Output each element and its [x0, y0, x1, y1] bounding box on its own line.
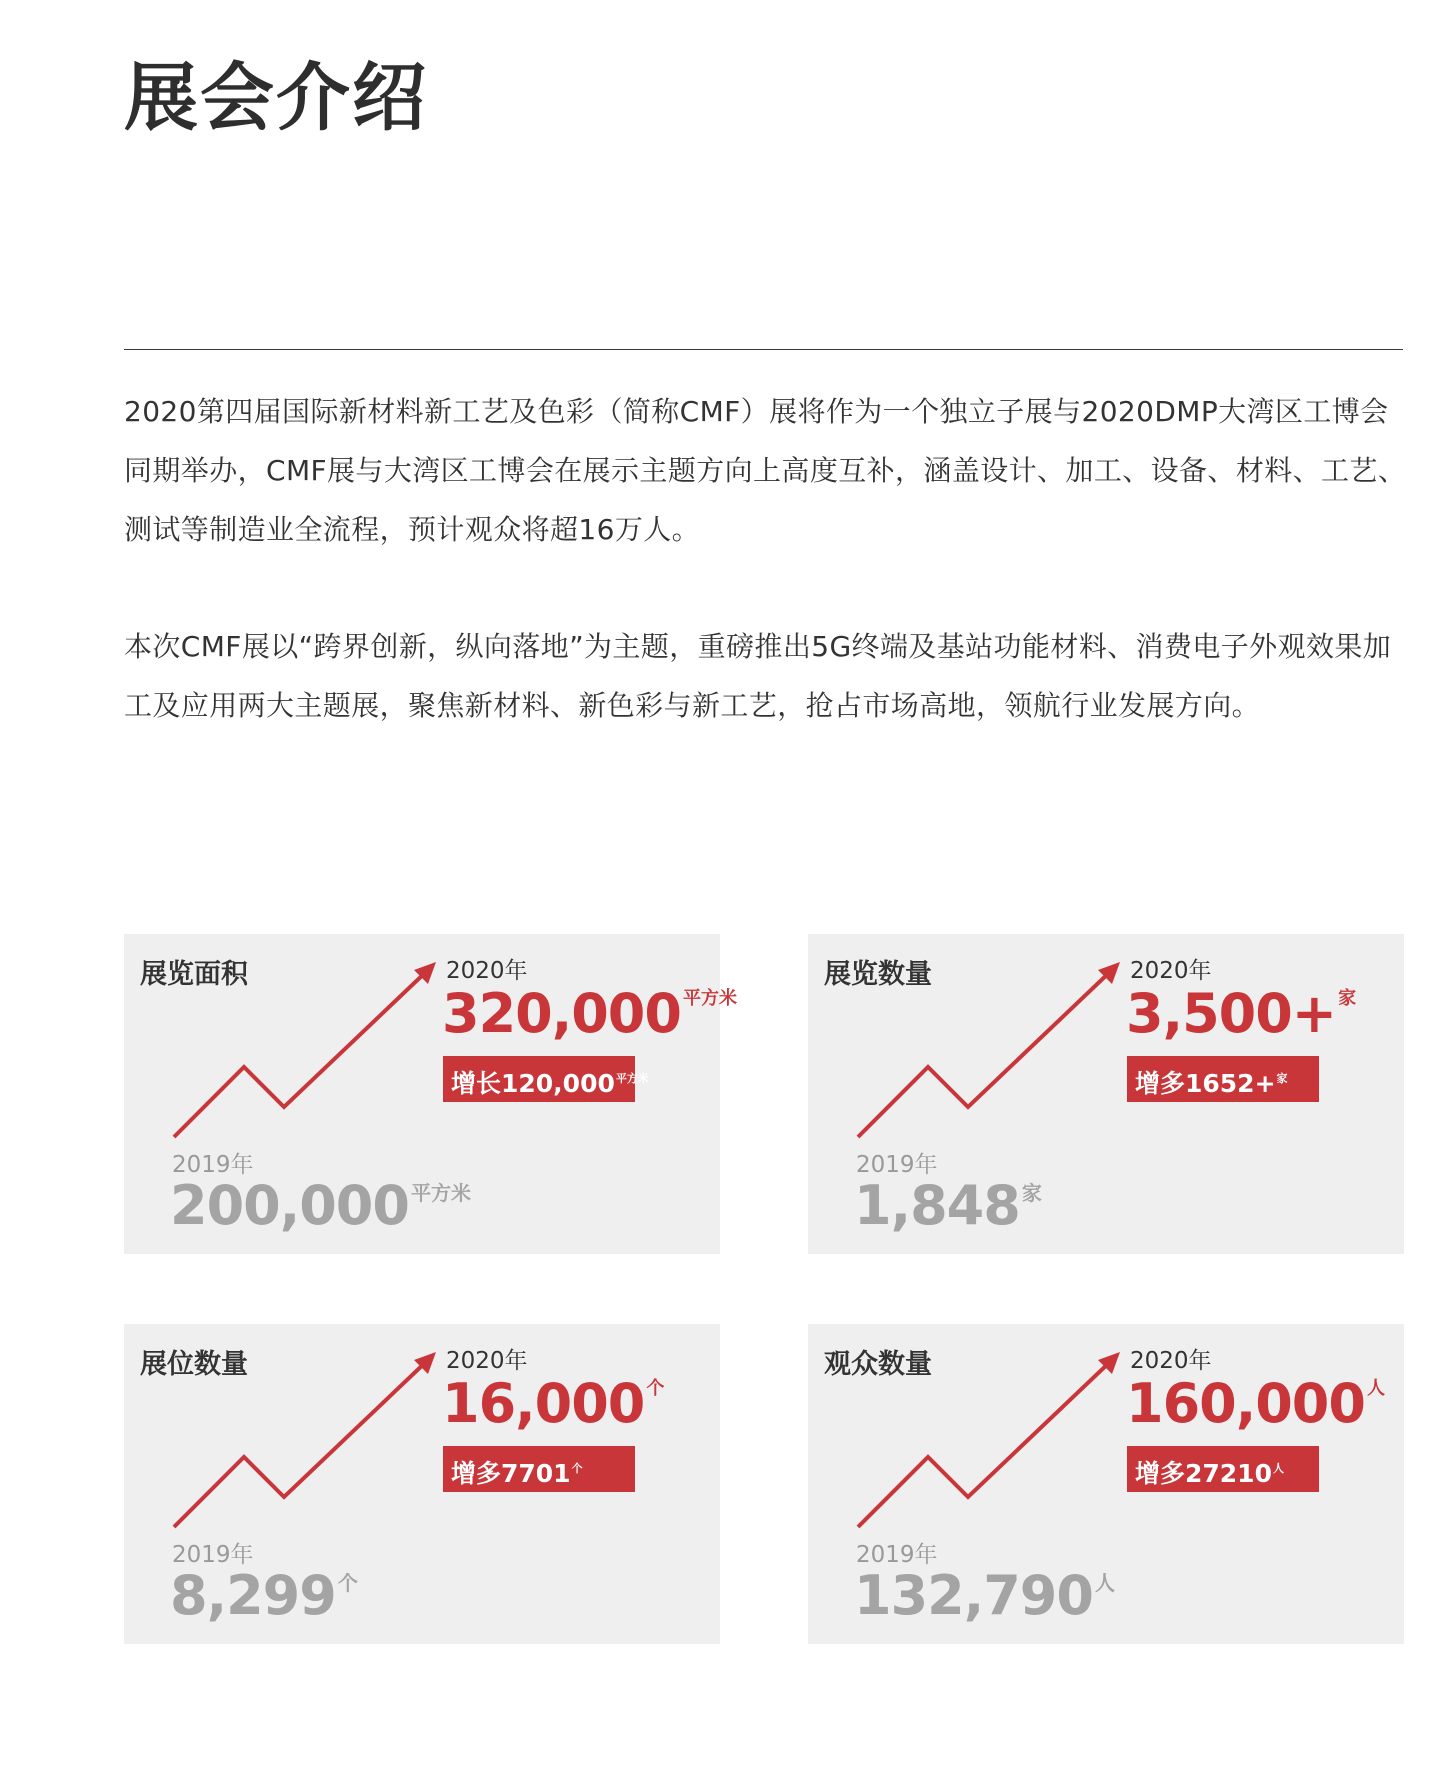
year-2019-label: 2019年: [172, 1152, 254, 1178]
stat-card-exhibition-area: [124, 934, 737, 1254]
value-2019-unit: 个: [337, 1571, 358, 1595]
value-2019-unit: 平方米: [410, 1181, 471, 1205]
value-2020-unit: 家: [1338, 988, 1357, 1009]
value-2020-unit: 平方米: [682, 988, 737, 1009]
value-2019-unit: 家: [1021, 1181, 1042, 1205]
growth-badge: 增多1652+$^家$: [1127, 1056, 1319, 1102]
growth-badge: 增长$120,000^{平方米}$: [443, 1056, 635, 1102]
growth-unit: 个: [571, 1462, 583, 1475]
value-2020-unit: 人: [1366, 1378, 1385, 1399]
value-2020: 320,000 $^{平方米}$: [442, 982, 737, 1045]
value-2019: 8,299 $^个$: [170, 1564, 358, 1627]
title-divider: [124, 349, 1403, 350]
value-2019-unit: 人: [1094, 1571, 1115, 1595]
stat-card-exhibitor-count: [808, 934, 1404, 1254]
stat-card-title: 展位数量: [140, 1349, 248, 1380]
growth-badge: 增多$27210^人$: [1127, 1446, 1319, 1492]
year-2020-label: 2020年: [446, 958, 528, 984]
year-2020-label: 2020年: [446, 1348, 528, 1374]
year-2019-label: 2019年: [856, 1152, 938, 1178]
growth-unit: 家: [1276, 1072, 1288, 1085]
value-2020: 160,000 $^人$: [1126, 1372, 1385, 1435]
value-2019: 1,848 $^家$: [854, 1174, 1042, 1237]
value-2020: 16,000 $^个$: [442, 1372, 665, 1435]
growth-unit: 平方米: [615, 1072, 649, 1085]
stat-card-title: 展览面积: [140, 959, 248, 990]
intro-paragraph-1: 2020第四届国际新材料新工艺及色彩（简称CMF）展将作为一个独立子展与2020DMP大湾区工博会同期举办，CMF展与大湾区工博会在展示主题方向上高度互补，涵盖设计、加工、设备、材料、工艺、测试等制造业全流程，预计观众将超16万人。: [124, 395, 1407, 546]
page-title: 展会介绍: [124, 55, 428, 141]
stat-card-booth-count: [124, 1324, 720, 1644]
stat-card-visitor-count: [808, 1324, 1404, 1644]
intro-paragraph-2: 本次CMF展以“跨界创新，纵向落地”为主题，重磅推出5G终端及基站功能材料、消费电子外观效果加工及应用两大主题展，聚焦新材料、新色彩与新工艺，抢占市场高地，领航行业发展方向。: [124, 630, 1392, 722]
growth-badge: 增多$7701^个$: [443, 1446, 635, 1492]
year-2019-label: 2019年: [172, 1542, 254, 1568]
stat-card-title: 观众数量: [824, 1349, 932, 1380]
growth-unit: 人: [1272, 1462, 1284, 1475]
value-2019: 132,790 $^人$: [854, 1564, 1115, 1627]
year-2020-label: 2020年: [1130, 1348, 1212, 1374]
year-2020-label: 2020年: [1130, 958, 1212, 984]
value-2019: 200,000 $^{平方米}$: [170, 1174, 471, 1237]
value-2020: 3,500+ $^家$: [1126, 982, 1357, 1045]
value-2020-unit: 个: [646, 1378, 665, 1399]
year-2019-label: 2019年: [856, 1542, 938, 1568]
stat-card-title: 展览数量: [824, 959, 932, 990]
